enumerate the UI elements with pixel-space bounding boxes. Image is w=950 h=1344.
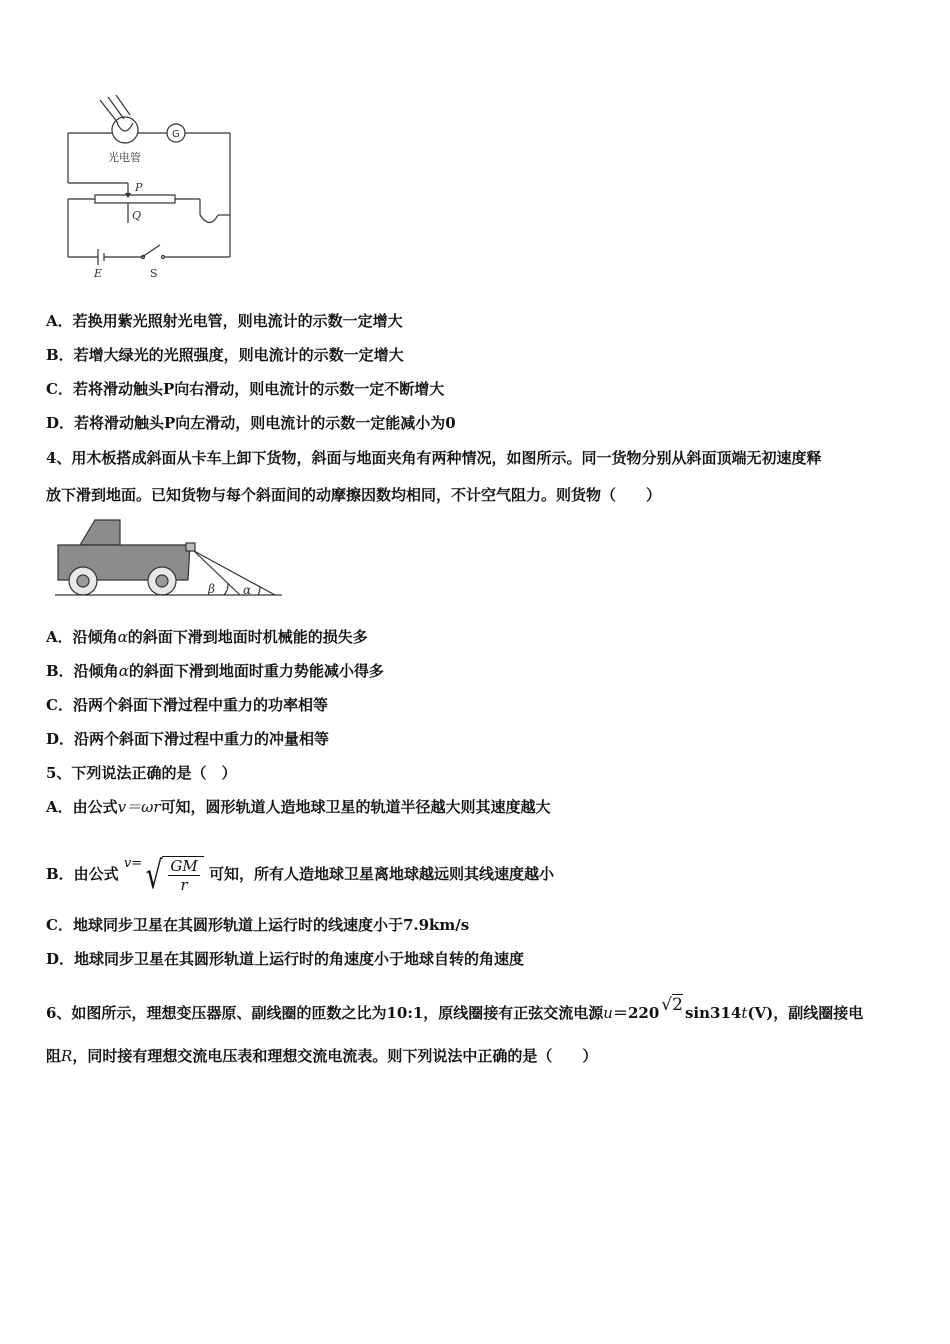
q5-option-a-pre: A．由公式	[46, 798, 118, 816]
q5-option-b-post: 可知，所有人造地球卫星离地球越远则其线速度越小	[208, 865, 554, 883]
q5-option-b-denominator: r	[180, 876, 188, 894]
q5-option-c: C．地球同步卫星在其圆形轨道上运行时的线速度小于7.9km/s	[46, 916, 470, 934]
label-beta: β	[208, 582, 215, 596]
label-e: E	[94, 267, 103, 280]
q5-option-b	[46, 836, 554, 902]
q4-option-a	[46, 627, 368, 647]
q6-line2	[46, 1046, 597, 1066]
q5-option-b-pre: B．由公式	[46, 865, 119, 883]
q5-option-b-v: v=	[123, 856, 143, 871]
label-s: S	[150, 267, 158, 280]
q6-line1-sin: sin314	[684, 1004, 742, 1022]
q4-option-b-post: 的斜面下滑到地面时重力势能减小得多	[128, 662, 384, 680]
q6-line1	[46, 990, 863, 1028]
q5-option-a-formula: v＝ωr	[117, 798, 161, 816]
q4-option-b-pre: B．沿倾角	[46, 662, 119, 680]
q3-option-c: C．若将滑动触头P向右滑动，则电流计的示数一定不断增大	[46, 380, 445, 398]
q6-line2-post: ，同时接有理想交流电压表和理想交流电流表。则下列说法中正确的是（ ）	[72, 1047, 598, 1065]
q4-option-c: C．沿两个斜面下滑过程中重力的功率相等	[46, 696, 328, 714]
q4-option-a-pre: A．沿倾角	[46, 628, 118, 646]
label-tube: 光电管	[108, 151, 141, 164]
q4-option-d: D．沿两个斜面下滑过程中重力的冲量相等	[46, 730, 330, 748]
q6-line1-eq: ＝220	[612, 1004, 660, 1022]
q4-option-b	[46, 661, 384, 681]
q6-line1-post: (V)，副线圈接电	[747, 1004, 864, 1022]
q6-line2-r: R	[61, 1047, 73, 1065]
q5-option-d: D．地球同步卫星在其圆形轨道上运行时的角速度小于地球自转的角速度	[46, 950, 525, 968]
q4-option-a-post: 的斜面下滑到地面时机械能的损失多	[127, 628, 368, 646]
label-q: Q	[132, 209, 142, 222]
truck-incline-diagram	[50, 515, 290, 605]
q3-option-d: D．若将滑动触头P向左滑动，则电流计的示数一定能减小为0	[46, 414, 456, 432]
label-meter: G	[172, 129, 180, 140]
q4-option-b-var: α	[118, 662, 129, 680]
q5-option-b-sqrt: √ $\frac{GM}{r}$	[142, 855, 204, 895]
q5-stem: 5、下列说法正确的是（ ）	[46, 764, 237, 782]
q5-option-a-post: 可知，圆形轨道人造地球卫星的轨道半径越大则其速度越大	[160, 798, 551, 816]
q6-line1-t: t	[741, 1004, 748, 1022]
q5-option-a	[46, 797, 551, 817]
q3-option-b: B．若增大绿光的光照强度，则电流计的示数一定增大	[46, 346, 404, 364]
q4-option-a-var: α	[117, 628, 128, 646]
photoelectric-circuit-diagram	[60, 95, 240, 285]
label-alpha: α	[243, 583, 252, 597]
q5-option-b-numerator: GM	[170, 857, 198, 875]
q6-line1-sqrt: √2	[661, 995, 683, 1015]
q6-line2-pre: 阻	[46, 1047, 62, 1065]
q4-stem-line1: 4、用木板搭成斜面从卡车上卸下货物，斜面与地面夹角有两种情况，如图所示。同一货物分别从斜面顶端无初速度释	[46, 449, 822, 467]
q3-option-a: A．若换用紫光照射光电管，则电流计的示数一定增大	[46, 312, 403, 330]
q4-stem-line2: 放下滑到地面。已知货物与每个斜面间的动摩擦因数均相同，不计空气阻力。则货物（ ）	[46, 486, 662, 504]
q6-line1-root: 2	[672, 995, 683, 1015]
q6-line1-u: u	[603, 1004, 613, 1022]
label-p: P	[135, 181, 143, 194]
q5-option-b-fraction	[162, 856, 203, 894]
q6-line1-pre: 6、如图所示，理想变压器原、副线圈的匝数之比为10:1，原线圈接有正弦交流电源	[46, 1004, 604, 1022]
